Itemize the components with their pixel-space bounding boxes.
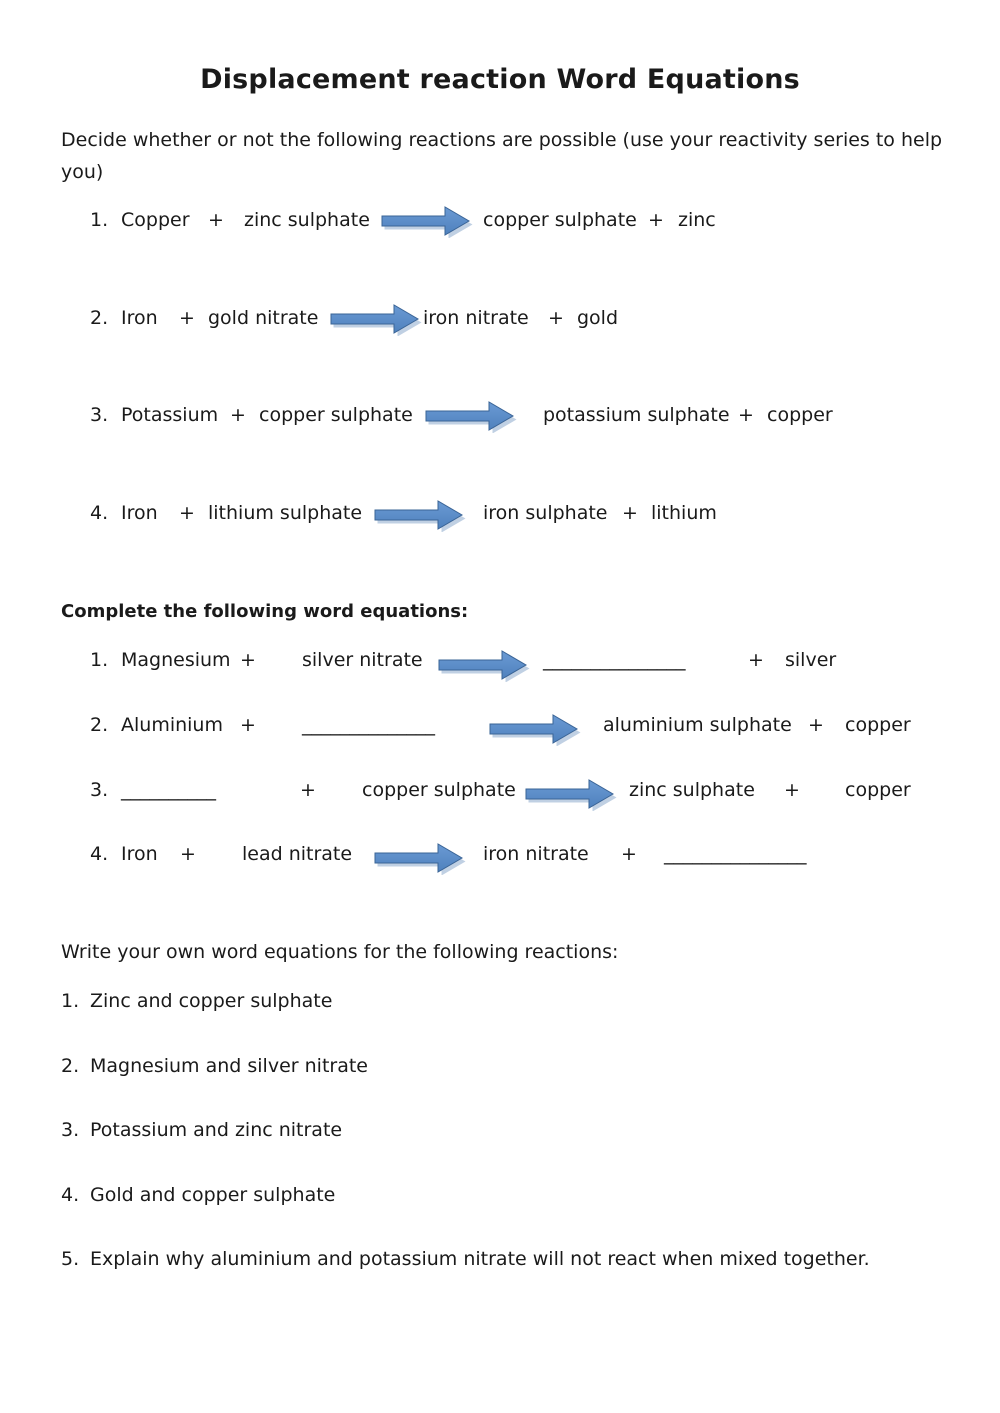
instructions-line-2: you) <box>61 161 104 183</box>
arrow-icon <box>381 206 473 238</box>
plus-sign: + <box>208 209 224 231</box>
item-number: 5. <box>61 1248 80 1270</box>
product-1: iron nitrate <box>423 307 529 329</box>
plus-sign: + <box>240 714 256 736</box>
section-heading-write: Write your own word equations for the following reactions: <box>61 941 619 963</box>
reactant-1: Iron <box>121 843 158 865</box>
reactant-1: Magnesium <box>121 649 231 671</box>
product-2: copper <box>767 404 833 426</box>
reactant-2: silver nitrate <box>302 649 423 671</box>
reactant-2: zinc sulphate <box>244 209 370 231</box>
section-heading-complete: Complete the following word equations: <box>61 601 469 622</box>
product-2: copper <box>845 779 911 801</box>
answer-blank[interactable]: __________ <box>121 779 216 801</box>
question-text: Gold and copper sulphate <box>90 1184 336 1206</box>
product-2: zinc <box>678 209 716 231</box>
product-2: gold <box>577 307 619 329</box>
plus-sign: + <box>230 404 246 426</box>
reactant-2: lead nitrate <box>242 843 353 865</box>
product-1: iron nitrate <box>483 843 589 865</box>
plus-sign: + <box>180 843 196 865</box>
reactant-1: Copper <box>121 209 190 231</box>
plus-sign: + <box>300 779 316 801</box>
arrow-icon <box>489 714 581 746</box>
item-number: 3. <box>61 1119 80 1141</box>
question-text: Zinc and copper sulphate <box>90 990 333 1012</box>
item-number: 1. <box>90 209 109 231</box>
arrow-icon <box>525 779 617 811</box>
plus-sign: + <box>808 714 824 736</box>
item-number: 4. <box>90 502 109 524</box>
item-number: 4. <box>61 1184 80 1206</box>
product-1: zinc sulphate <box>629 779 755 801</box>
plus-sign: + <box>179 307 195 329</box>
plus-sign: + <box>548 307 564 329</box>
item-number: 2. <box>90 307 109 329</box>
product-2: silver <box>785 649 837 671</box>
item-number: 2. <box>90 714 109 736</box>
page-title: Displacement reaction Word Equations <box>200 64 800 95</box>
item-number: 3. <box>90 779 109 801</box>
product-1: copper sulphate <box>483 209 637 231</box>
reactant-1: Iron <box>121 502 158 524</box>
question-text: Magnesium and silver nitrate <box>90 1055 368 1077</box>
plus-sign: + <box>179 502 195 524</box>
plus-sign: + <box>240 649 256 671</box>
reactant-2: gold nitrate <box>208 307 319 329</box>
answer-blank[interactable]: _______________ <box>543 649 686 671</box>
product-1: potassium sulphate <box>543 404 730 426</box>
item-number: 3. <box>90 404 109 426</box>
reactant-2: copper sulphate <box>259 404 413 426</box>
question-text: Potassium and zinc nitrate <box>90 1119 343 1141</box>
item-number: 4. <box>90 843 109 865</box>
question-text: Explain why aluminium and potassium nitrate will not react when mixed together. <box>90 1248 870 1270</box>
item-number: 1. <box>61 990 80 1012</box>
answer-blank[interactable]: _______________ <box>664 843 807 865</box>
item-number: 2. <box>61 1055 80 1077</box>
reactant-2: lithium sulphate <box>208 502 363 524</box>
reactant-2: copper sulphate <box>362 779 516 801</box>
instructions-line-1: Decide whether or not the following reactions are possible (use your reactivity series to help <box>61 129 943 151</box>
product-2: lithium <box>651 502 717 524</box>
arrow-icon <box>330 304 422 336</box>
reactant-1: Iron <box>121 307 158 329</box>
plus-sign: + <box>784 779 800 801</box>
plus-sign: + <box>748 649 764 671</box>
item-number: 1. <box>90 649 109 671</box>
plus-sign: + <box>648 209 664 231</box>
plus-sign: + <box>738 404 754 426</box>
product-1: aluminium sulphate <box>603 714 792 736</box>
plus-sign: + <box>621 843 637 865</box>
reactant-1: Aluminium <box>121 714 223 736</box>
arrow-icon <box>438 650 530 682</box>
arrow-icon <box>374 500 466 532</box>
plus-sign: + <box>622 502 638 524</box>
answer-blank[interactable]: ______________ <box>302 714 435 736</box>
product-1: iron sulphate <box>483 502 608 524</box>
arrow-icon <box>425 401 517 433</box>
reactant-1: Potassium <box>121 404 219 426</box>
arrow-icon <box>374 843 466 875</box>
product-2: copper <box>845 714 911 736</box>
